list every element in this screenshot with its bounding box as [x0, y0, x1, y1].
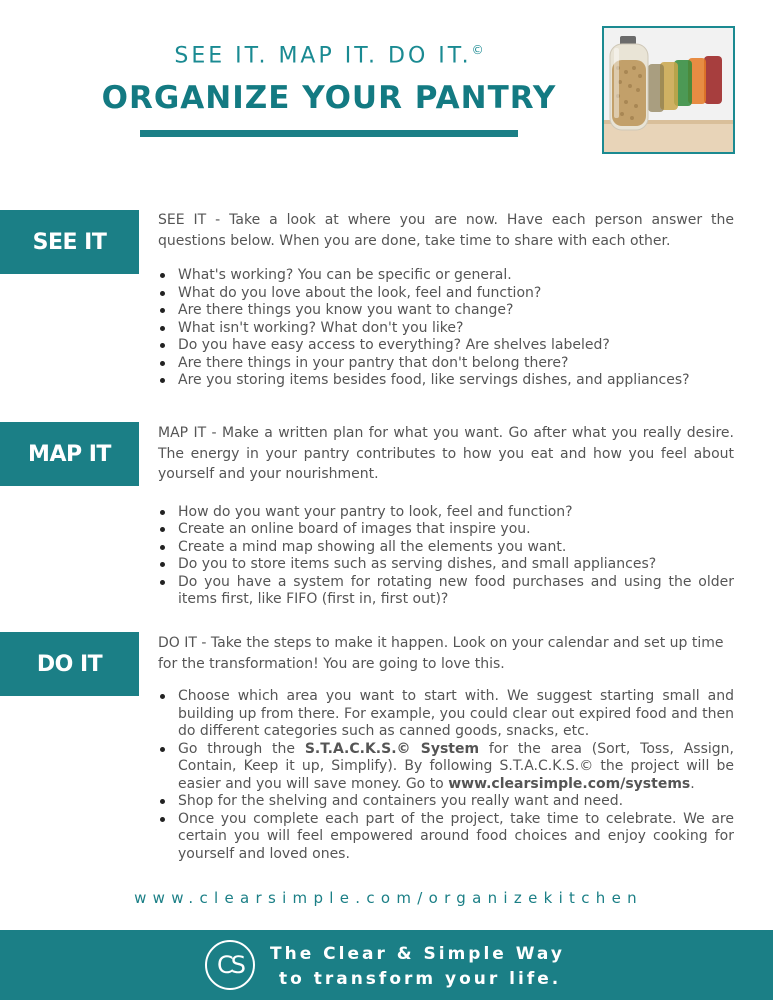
list-item: [178, 372, 734, 390]
list-item: [178, 285, 734, 303]
footer-url-link[interactable]: www.clearsimple.com/organizekitchen: [134, 889, 643, 907]
bullet-icon: [160, 799, 165, 804]
list-item: [178, 688, 734, 741]
list-item-text: Are there things in your pantry that don't belong there?: [178, 354, 569, 371]
list-item: [178, 302, 734, 320]
bullet-icon: [160, 308, 165, 313]
list-item-text: What do you love about the look, feel and function?: [178, 284, 542, 301]
map-it-list: [158, 504, 734, 609]
list-item: [178, 539, 734, 557]
jars-illustration: [604, 28, 733, 152]
copyright-mark: ©: [471, 43, 484, 57]
do-it-list: [158, 688, 734, 863]
list-item-text: Are you storing items besides food, like servings dishes, and appliances?: [178, 372, 690, 388]
list-item-text: Do you have a system for rotating new food purchases and using the older items first, like FIFO (first in, first out)?: [178, 573, 734, 607]
page-title: ORGANIZE YOUR PANTRY: [101, 80, 557, 116]
list-item-text: What isn't working? What don't you like?: [178, 319, 464, 336]
list-item: [178, 521, 734, 539]
list-item-text: [178, 741, 734, 792]
stacks-description: for the area (Sort, Toss, Assign, Contain, Keep it up, Simplify). By following S.T.A.C.K.S.© the project will be easier and you will save money. Go to: [178, 740, 734, 792]
list-item-text: Do you to store items such as serving dishes, and small appliances?: [178, 556, 657, 572]
tab-see-it: SEE IT: [0, 210, 139, 274]
list-item-text: Shop for the shelving and containers you really want and need.: [178, 793, 624, 809]
bullet-icon: [160, 817, 165, 822]
footer-tagline: [270, 942, 565, 992]
bullet-icon: [160, 510, 165, 515]
map-it-intro: MAP IT - Make a written plan for what you want. Go after what you really desire. The energy in your pantry contributes to how you eat and how you feel about yourself and your nourishment.: [158, 425, 734, 482]
list-item: [178, 793, 734, 811]
systems-link[interactable]: www.clearsimple.com/systems: [448, 775, 691, 792]
do-it-intro: DO IT - Take the steps to make it happen. Look on your calendar and set up time for the transformation! You are going to love this.: [158, 635, 724, 672]
bullet-icon: [160, 273, 165, 278]
header-kicker-text: SEE IT. MAP IT. DO IT.: [174, 43, 472, 69]
tab-do-it: DO IT: [0, 632, 139, 696]
bullet-icon: [160, 361, 165, 366]
bullet-icon: [160, 562, 165, 567]
list-item: [178, 574, 734, 609]
bullet-icon: [160, 527, 165, 532]
list-item-text: Choose which area you want to start with. We suggest starting small and building up from there. For example, you could clear out expired food and then do different categories such as canned goods, snacks, etc.: [178, 688, 734, 739]
clear-simple-logo: CS: [205, 940, 255, 990]
bullet-icon: [160, 378, 165, 383]
list-item: [178, 355, 734, 373]
bullet-icon: [160, 343, 165, 348]
list-item: [178, 504, 734, 522]
see-it-list: [158, 267, 734, 390]
do-it-section: [158, 633, 734, 863]
list-item-text: Create an online board of images that inspire you.: [178, 521, 531, 537]
stacks-end: .: [690, 775, 695, 792]
bullet-icon: [160, 291, 165, 296]
bullet-icon: [160, 580, 165, 585]
title-underline: [140, 130, 518, 137]
pantry-jars-photo: [602, 26, 735, 154]
list-item-text: Do you have easy access to everything? Are shelves labeled?: [178, 337, 610, 353]
list-item-text: Are there things you know you want to change?: [178, 302, 514, 318]
list-item: [178, 320, 734, 338]
bullet-icon: [160, 326, 165, 331]
list-item-text: What's working? You can be specific or general.: [178, 267, 512, 283]
stacks-intro-text: Go through the: [178, 740, 305, 757]
list-item: [178, 556, 734, 574]
tagline-line-2: to transform your life.: [279, 969, 562, 989]
list-item: [178, 267, 734, 285]
see-it-intro: SEE IT - Take a look at where you are now. Have each person answer the questions below. When you are done, take time to share with each other.: [158, 212, 734, 249]
list-item: [178, 337, 734, 355]
stacks-system-name: S.T.A.C.K.S.© System: [304, 740, 480, 757]
bullet-icon: [160, 545, 165, 550]
bullet-icon: [160, 694, 165, 699]
tagline-line-1: The Clear & Simple Way: [270, 944, 565, 964]
list-item: [178, 741, 734, 794]
header-kicker: [140, 43, 518, 68]
see-it-section: [158, 210, 734, 390]
list-item-text: Once you complete each part of the project, take time to celebrate. We are certain you will feel empowered around food choices and enjoy cooking for yourself and loved ones.: [178, 810, 734, 862]
list-item-text: How do you want your pantry to look, feel and function?: [178, 503, 573, 520]
tab-map-it: MAP IT: [0, 422, 139, 486]
list-item: [178, 811, 734, 864]
list-item-text: Create a mind map showing all the elements you want.: [178, 538, 567, 555]
bullet-icon: [160, 747, 165, 752]
map-it-section: [158, 423, 734, 609]
